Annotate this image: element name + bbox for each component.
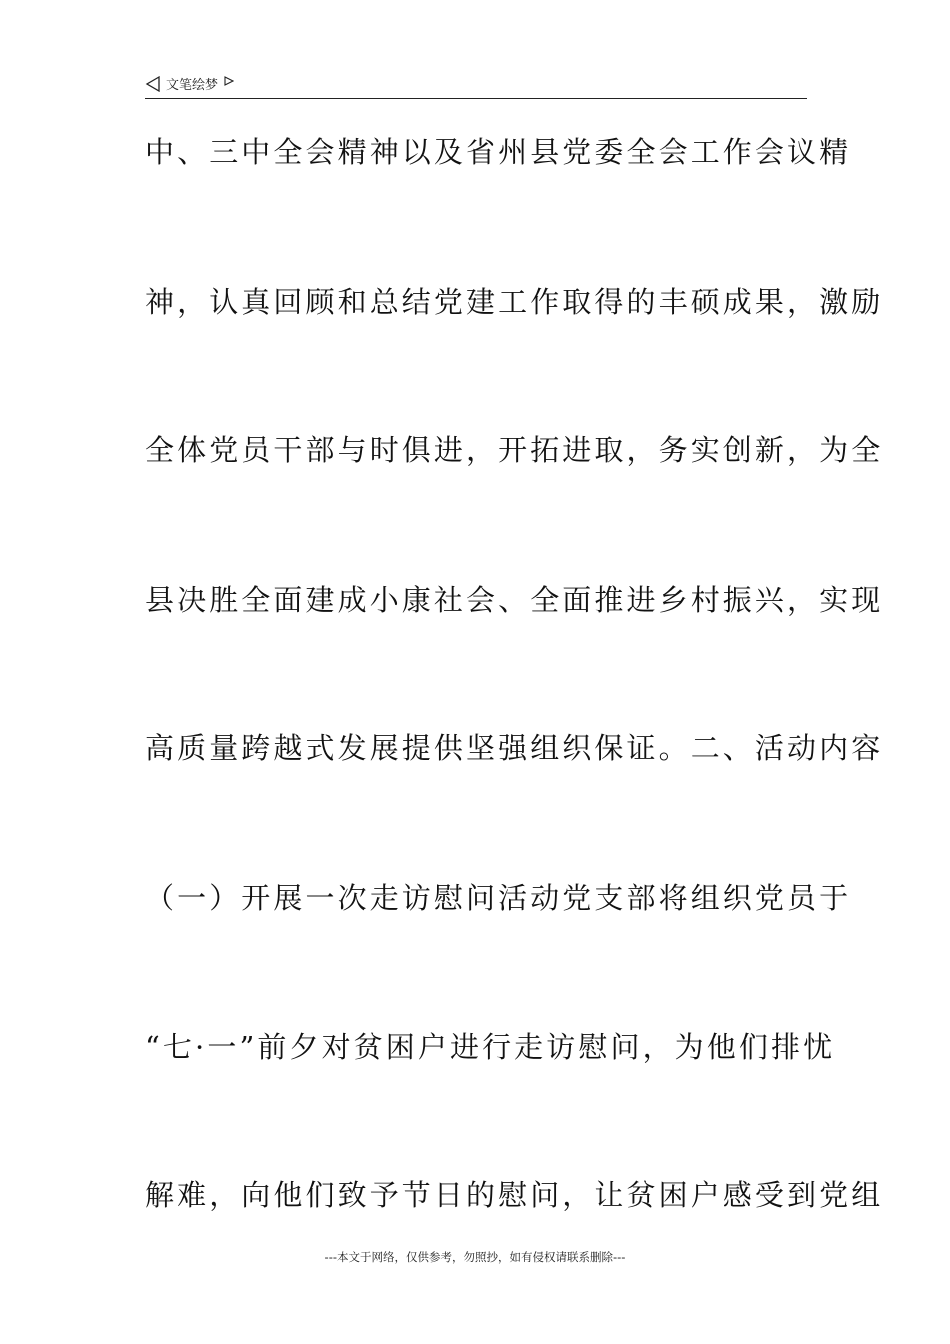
body-line: （一）开展一次走访慰问活动党支部将组织党员于 [145, 881, 852, 915]
body-line: 解难，向他们致予节日的慰问，让贫困户感受到党组 [145, 1178, 884, 1212]
page-header [145, 72, 807, 99]
brand-label: 文笔绘梦 [166, 78, 219, 93]
body-line: 高质量跨越式发展提供坚强组织保证。二、活动内容 [145, 731, 884, 765]
triangle-right-icon [224, 76, 234, 86]
body-line: “七·一”前夕对贫困户进行走访慰问，为他们排忧 [145, 1030, 836, 1064]
footer-notice: ---本文于网络，仅供参考，勿照抄，如有侵权请联系删除--- [324, 1250, 626, 1264]
body-line: 县决胜全面建成小康社会、全面推进乡村振兴，实现 [145, 583, 884, 617]
triangle-left-icon [145, 76, 161, 92]
body-line: 神，认真回顾和总结党建工作取得的丰硕成果，激励 [145, 285, 884, 319]
body-line: 中、三中全会精神以及省州县党委全会工作会议精 [145, 135, 852, 169]
body-line: 全体党员干部与时俱进，开拓进取，务实创新，为全 [145, 433, 884, 467]
header-brand [145, 74, 234, 93]
